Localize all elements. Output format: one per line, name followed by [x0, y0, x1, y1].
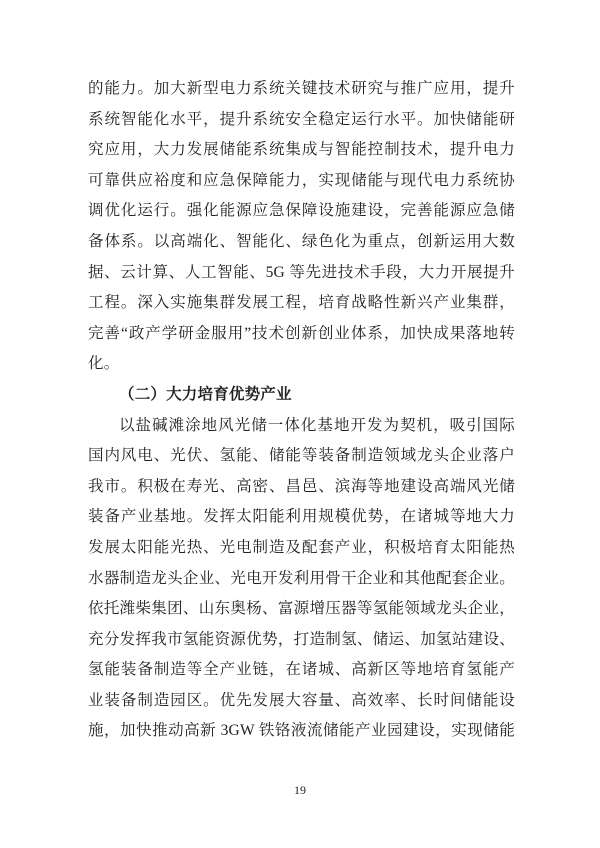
text-line: 究应用，大力发展储能系统集成与智能控制技术，提升电力 — [88, 141, 515, 159]
text-line: 我市。积极在寿光、高密、昌邑、滨海等地建设高端风光储 — [88, 477, 515, 495]
text-line: 国内风电、光伏、氢能、储能等装备制造领域龙头企业落户 — [88, 447, 515, 465]
text-line: 充分发挥我市氢能资源优势，打造制氢、储运、加氢站建设、 — [88, 630, 515, 648]
text-line: 备体系。以高端化、智能化、绿色化为重点，创新运用大数 — [88, 232, 515, 250]
text-line: 完善“政产学研金服用”技术创新创业体系，加快成果落地转 — [88, 324, 515, 342]
text-line: 化。 — [88, 355, 120, 373]
text-line: 氢能装备制造等全产业链，在诸城、高新区等地培育氢能产 — [88, 661, 515, 679]
text-line: 水器制造龙头企业、光电开发利用骨干企业和其他配套企业。 — [88, 569, 515, 587]
text-line: 施，加快推动高新 3GW 铁铬液流储能产业园建设，实现储能 — [88, 722, 515, 740]
page-number: 19 — [294, 783, 306, 797]
text-line: 调优化运行。强化能源应急保障设施建设，完善能源应急储 — [88, 202, 515, 220]
text-line: 发展太阳能光热、光电制造及配套产业，积极培育太阳能热 — [88, 538, 515, 556]
text-line: 装备产业基地。发挥太阳能利用规模优势，在诸城等地大力 — [88, 508, 515, 526]
text-block — [88, 74, 515, 747]
text-line: 业装备制造园区。优先发展大容量、高效率、长时间储能设 — [88, 691, 515, 709]
text-line: 据、云计算、人工智能、5G 等先进技术手段，大力开展提升 — [88, 263, 515, 281]
text-line: 工程。深入实施集群发展工程，培育战略性新兴产业集群， — [88, 294, 515, 312]
text-line: 以盐碱滩涂地风光储一体化基地开发为契机，吸引国际 — [119, 416, 515, 434]
text-line: 依托潍柴集团、山东奥杨、富源增压器等氢能领域龙头企业， — [88, 600, 515, 618]
text-line: 可靠供应裕度和应急保障能力，实现储能与现代电力系统协 — [88, 171, 515, 189]
section-heading: （二）大力培育优势产业 — [119, 385, 292, 403]
text-line: 系统智能化水平，提升系统安全稳定运行水平。加快储能研 — [88, 110, 515, 128]
text-line: 的能力。加大新型电力系统关键技术研究与推广应用，提升 — [88, 80, 515, 97]
